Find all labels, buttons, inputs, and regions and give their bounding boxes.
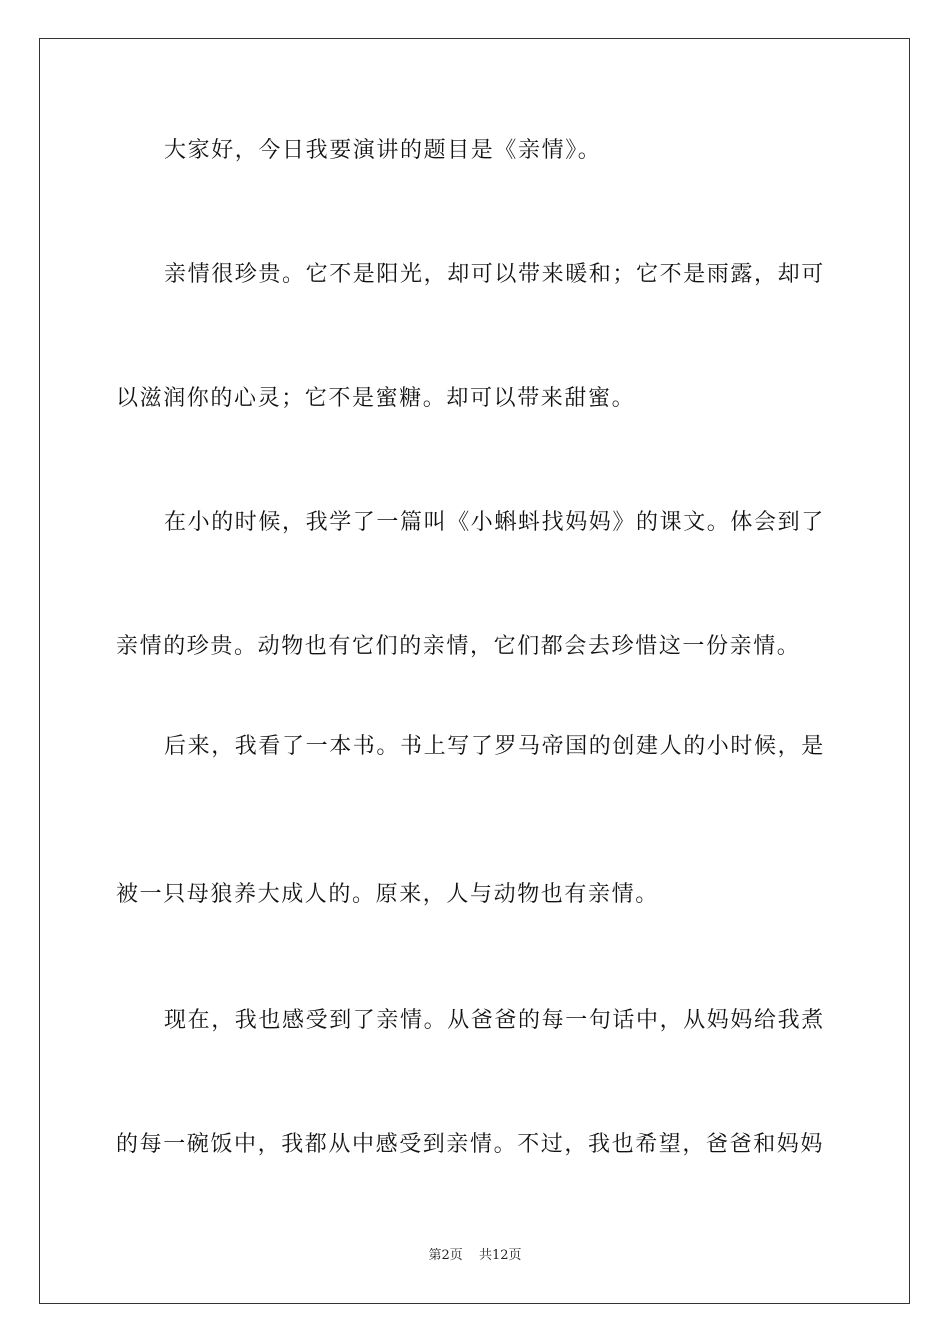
paragraph-line-2: 亲情很珍贵。它不是阳光，却可以带来暖和；它不是雨露，却可 xyxy=(164,262,825,287)
page-total: 共12页 xyxy=(478,1248,522,1263)
paragraph-line-9: 的每一碗饭中，我都从中感受到亲情。不过，我也希望，爸爸和妈妈 xyxy=(116,1132,825,1157)
page-number: 第2页 xyxy=(428,1248,463,1263)
paragraph-line-7: 被一只母狼养大成人的。原来，人与动物也有亲情。 xyxy=(116,882,659,907)
paragraph-line-5: 亲情的珍贵。动物也有它们的亲情，它们都会去珍惜这一份亲情。 xyxy=(116,634,801,659)
page-footer xyxy=(0,1247,950,1265)
paragraph-line-6: 后来，我看了一本书。书上写了罗马帝国的创建人的小时候，是 xyxy=(164,734,825,759)
paragraph-line-8: 现在，我也感受到了亲情。从爸爸的每一句话中，从妈妈给我煮 xyxy=(164,1008,825,1033)
page-frame xyxy=(39,38,910,1304)
paragraph-line-3: 以滋润你的心灵；它不是蜜糖。却可以带来甜蜜。 xyxy=(116,386,636,411)
paragraph-line-1: 大家好，今日我要演讲的题目是《亲情》。 xyxy=(164,138,602,163)
paragraph-line-4: 在小的时候，我学了一篇叫《小蝌蚪找妈妈》的课文。体会到了 xyxy=(164,510,825,535)
